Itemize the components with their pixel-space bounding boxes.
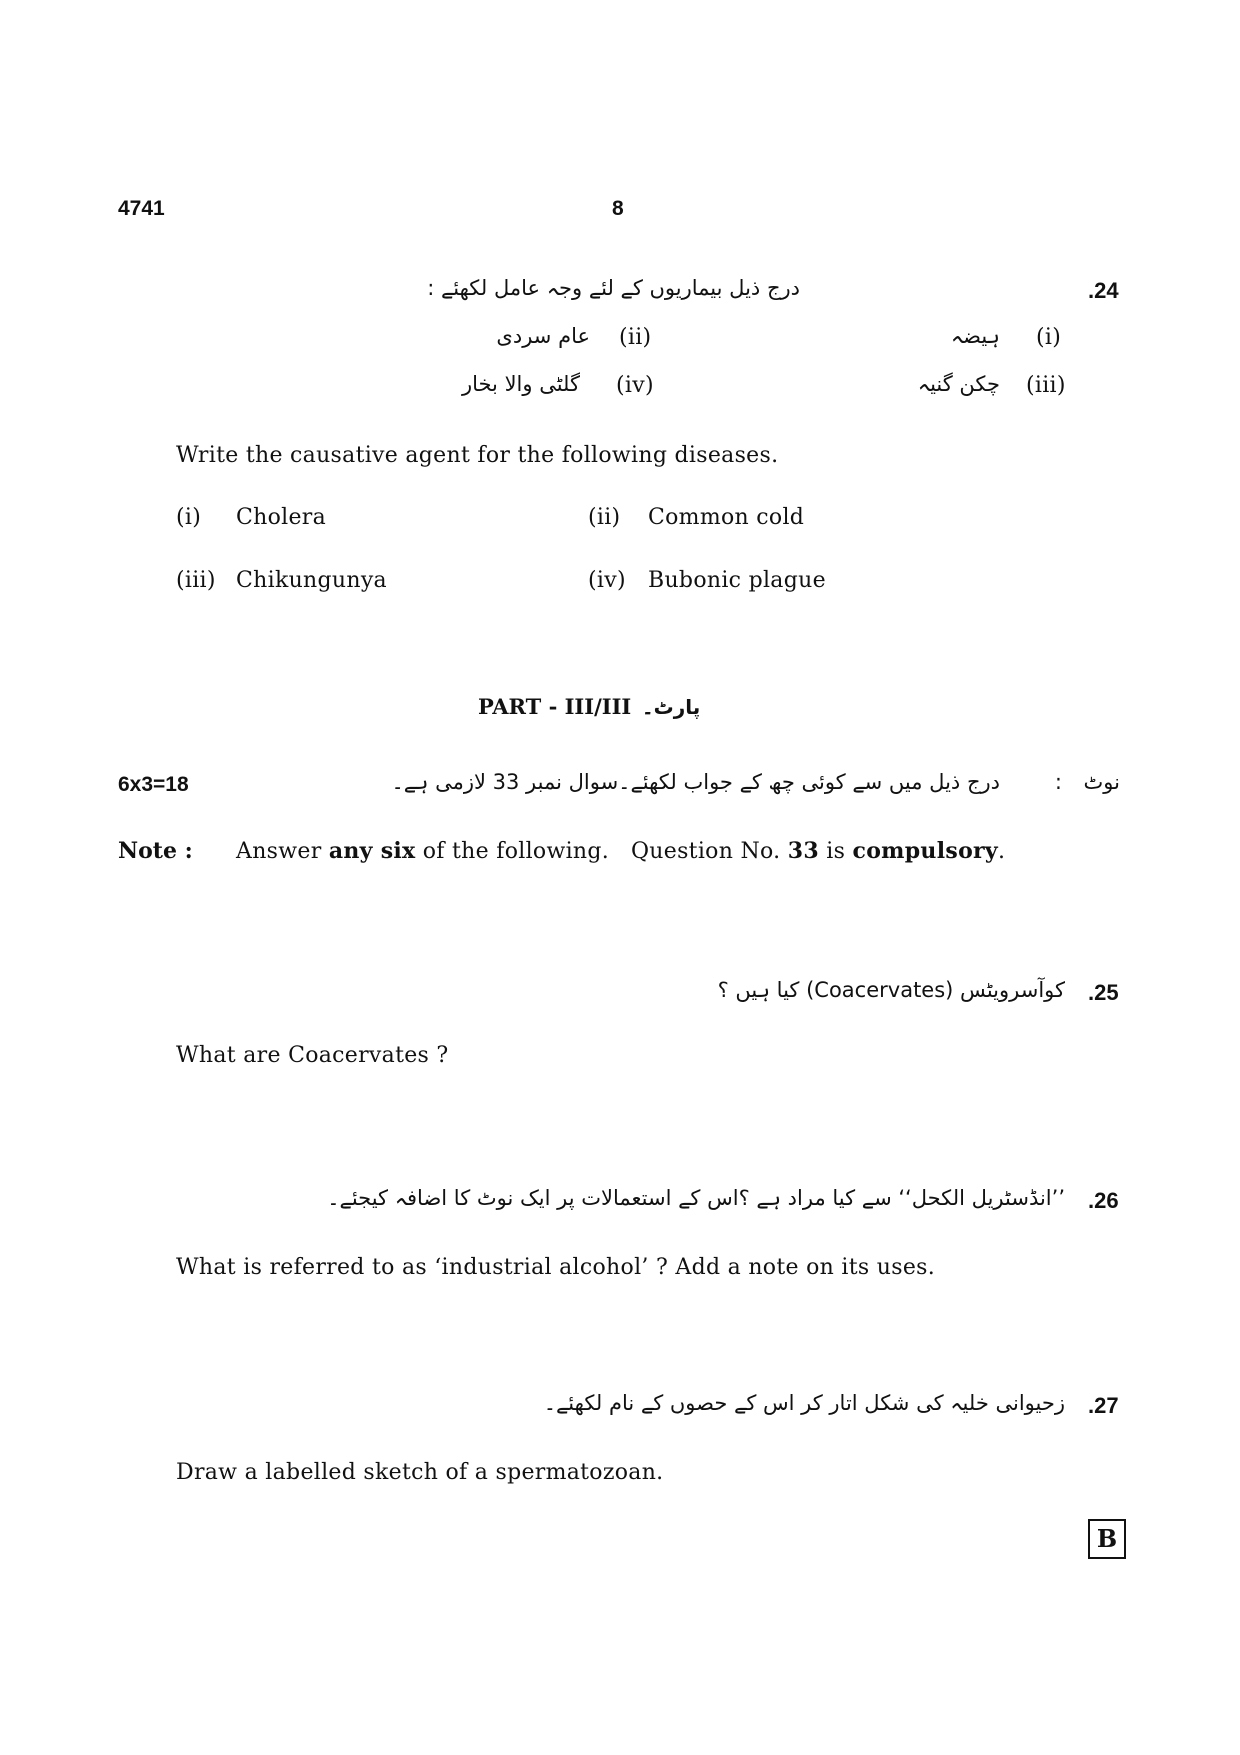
note-text-3: is <box>818 839 853 864</box>
q24-item-2-text: Common cold <box>648 505 805 530</box>
q24-item-4-number: (iv) <box>588 568 626 593</box>
paper-code: 4741 <box>118 197 165 220</box>
q24-item-3-number: (iii) <box>176 568 216 593</box>
q24-item-1-number: (i) <box>176 505 202 530</box>
urdu-note-label: نوٹ <box>1083 770 1120 794</box>
question-26-urdu: ’’انڈسٹریل الکحل‘‘ سے کیا مراد ہے ؟اس کے استعمالات پر ایک نوٹ کا اضافہ کیجئے۔ <box>327 1186 1065 1210</box>
q24-urdu-item-2-number: (ii) <box>619 325 652 350</box>
q24-urdu-item-4-number: (iv) <box>616 373 654 398</box>
q24-item-4-text: Bubonic plague <box>648 568 826 593</box>
q24-urdu-item-3-text: چکن گنیہ <box>917 372 1000 396</box>
q24-urdu-item-1-text: ہیضہ <box>950 324 1000 348</box>
q24-item-3-text: Chikungunya <box>236 568 387 593</box>
question-24-urdu-prompt: درج ذیل بیماریوں کے لئے وجہ عامل لکھئے : <box>427 276 800 300</box>
question-26-english: What is referred to as ‘industrial alcohol’ ? Add a note on its uses. <box>176 1255 936 1280</box>
question-25-english: What are Coacervates ? <box>176 1043 449 1068</box>
note-label: Note : <box>118 838 193 864</box>
note-emphasis-any-six: any six <box>328 838 416 864</box>
question-25-number: .25 <box>1088 980 1119 1005</box>
note-text <box>236 838 1005 864</box>
note-emphasis-question-number: 33 <box>787 838 819 864</box>
page-number: 8 <box>612 197 624 220</box>
question-27-number: .27 <box>1088 1393 1119 1418</box>
question-24-english-prompt: Write the causative agent for the following diseases. <box>176 443 779 468</box>
part-title: PART - III/III <box>478 694 632 719</box>
series-box: B <box>1088 1519 1126 1559</box>
urdu-note-text: درج ذیل میں سے کوئی چھ کے جواب لکھئے۔سوال نمبر 33 لازمی ہے۔ <box>391 770 1000 794</box>
note-emphasis-compulsory: compulsory <box>852 838 999 864</box>
urdu-note-colon: : <box>1054 770 1062 794</box>
q24-urdu-item-3-number: (iii) <box>1026 373 1066 398</box>
q24-urdu-item-1-number: (i) <box>1036 325 1062 350</box>
q24-urdu-item-4-text: گلٹی والا بخار <box>461 372 580 396</box>
marks-scheme: 6x3=18 <box>118 773 189 796</box>
question-27-english: Draw a labelled sketch of a spermatozoan. <box>176 1460 664 1485</box>
note-text-4: . <box>998 839 1006 864</box>
note-text-1: Answer <box>236 839 329 864</box>
question-24-number: .24 <box>1088 278 1119 303</box>
note-text-2: of the following. Question No. <box>415 839 788 864</box>
part-title-urdu: پارٹ۔ <box>641 695 701 719</box>
q24-item-2-number: (ii) <box>588 505 621 530</box>
q24-item-1-text: Cholera <box>236 505 327 530</box>
question-27-urdu: زحیوانی خلیہ کی شکل اتار کر اس کے حصوں کے نام لکھئے۔ <box>543 1391 1065 1415</box>
question-25-urdu: کوآسرویٹس (Coacervates) کیا ہیں ؟ <box>717 978 1065 1002</box>
q24-urdu-item-2-text: عام سردی <box>496 324 590 348</box>
part-heading <box>478 694 700 719</box>
question-26-number: .26 <box>1088 1188 1119 1213</box>
